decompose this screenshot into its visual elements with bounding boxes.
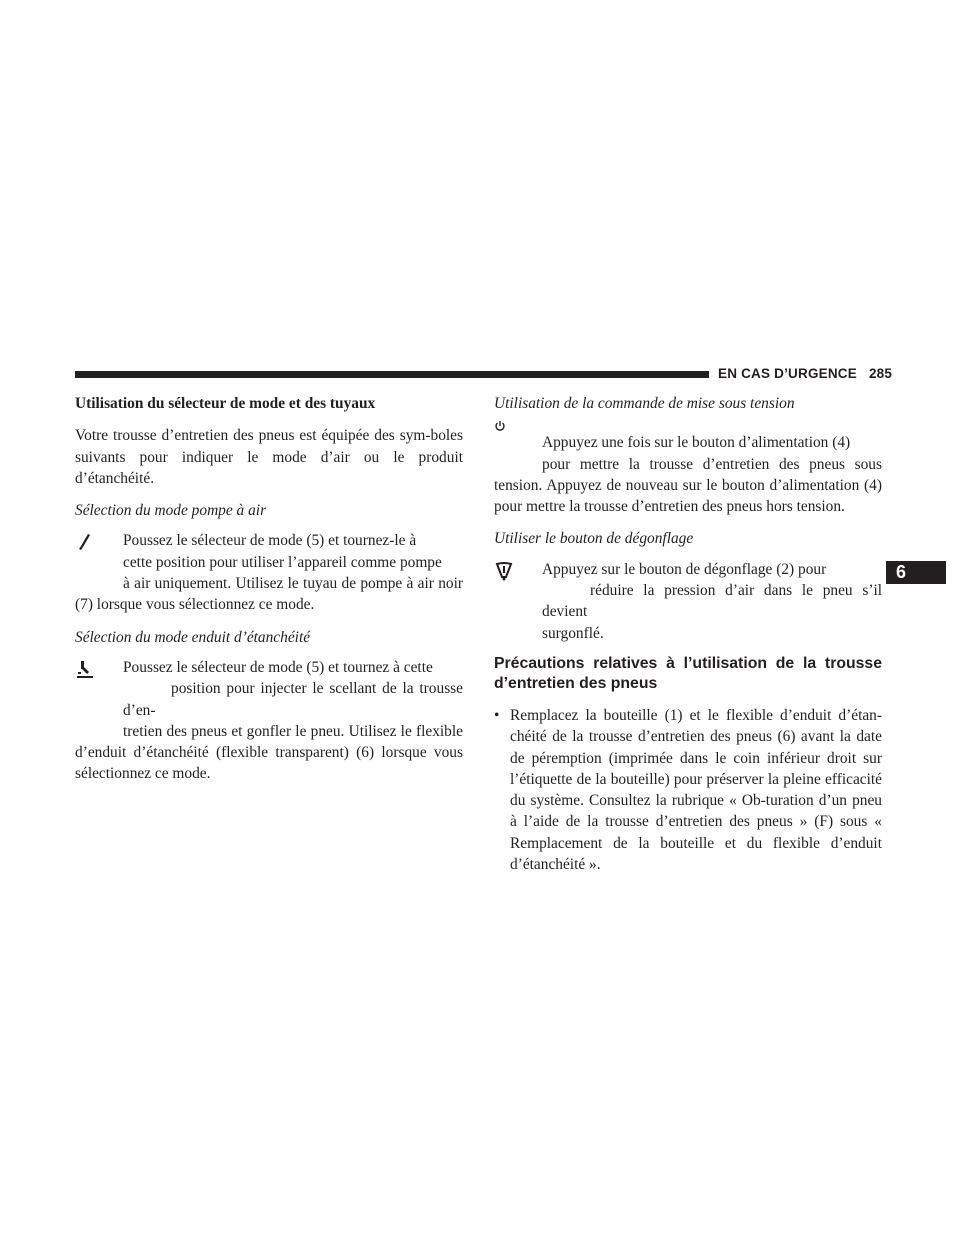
section-heading: Utilisation du sélecteur de mode et des tuyaux	[75, 395, 376, 412]
header-rule	[75, 371, 709, 378]
power-line1: Appuyez une fois sur le bouton d’alimentation (4)	[542, 434, 851, 452]
sealant-mode-title: Sélection du mode enduit d’étanchéité	[75, 628, 311, 646]
deflate-rest: surgonflé.	[542, 624, 604, 642]
list-item	[494, 705, 882, 875]
intro-paragraph: Votre trousse d’entretien des pneus est équipée des sym-boles suivants pour indiquer le mode d’air ou le produit d’étanchéité.	[75, 427, 463, 487]
precautions-heading: Précautions relatives à l’utilisation de la trousse d’entretien des pneus	[494, 654, 882, 692]
power-paragraph	[494, 420, 882, 517]
deflate-icon	[494, 561, 514, 581]
deflate-paragraph	[494, 559, 882, 644]
air-mode-line2: cette position pour utiliser l’appareil comme pompe	[123, 553, 442, 571]
running-header	[718, 366, 892, 381]
right-column	[494, 393, 882, 875]
header-section-title: EN CAS D’URGENCE	[718, 366, 857, 381]
power-title: Utilisation de la commande de mise sous tension	[494, 395, 795, 412]
sealant-mode-paragraph	[75, 657, 463, 785]
deflate-line1: Appuyez sur le bouton de dégonflage (2) pour	[542, 560, 827, 578]
air-mode-rest: à air uniquement. Utilisez le tuyau de pompe à air noir (7) lorsque vous sélectionnez ce mode.	[75, 575, 463, 614]
air-mode-line1: Poussez le sélecteur de mode (5) et tournez-le à	[123, 532, 417, 550]
sealant-mode-rest: tretien des pneus et gonfler le pneu. Utilisez le flexible d’enduit d’étanchéité (flexible transparent) (6) lorsque vous sélectionnez ce mode.	[75, 722, 463, 783]
power-icon	[494, 420, 506, 432]
page-number: 285	[868, 366, 893, 381]
left-column	[75, 393, 463, 785]
chapter-tab[interactable]: 6	[886, 561, 946, 584]
bullet-marker: •	[494, 706, 500, 724]
air-mode-paragraph	[75, 530, 463, 615]
sealant-mode-line1: Poussez le sélecteur de mode (5) et tournez à cette	[123, 658, 433, 676]
list-item-text: Remplacez la bouteille (1) et le flexible d’enduit d’étan-chéité de la trousse d’entretien des pneus (6) avant la date de péremption (imprimée dans le coin inférieur droit sur l’étiquette de la bouteille) pour préserver la pleine efficacité du système. Consultez la rubrique « Ob-turation d’un pneu à l’aide de la trousse d’entretien des pneus » (F) sous « Remplacement de la bouteille et du flexible d’enduit d’étanchéité ».	[510, 706, 882, 874]
deflate-title: Utiliser le bouton de dégonflage	[494, 530, 694, 548]
sealant-mode-icon	[75, 659, 95, 679]
deflate-line2: réduire la pression d’air dans le pneu s’il devient	[542, 582, 882, 621]
power-rest: pour mettre la trousse d’entretien des pneus sous tension. Appuyez de nouveau sur le bouton d’alimentation (4) pour mettre la trousse d’entretien des pneus hors tension.	[494, 455, 882, 516]
air-pump-mode-icon	[75, 532, 95, 552]
sealant-mode-line2: position pour injecter le scellant de la trousse d’en-	[123, 680, 463, 719]
air-mode-title: Sélection du mode pompe à air	[75, 502, 267, 520]
